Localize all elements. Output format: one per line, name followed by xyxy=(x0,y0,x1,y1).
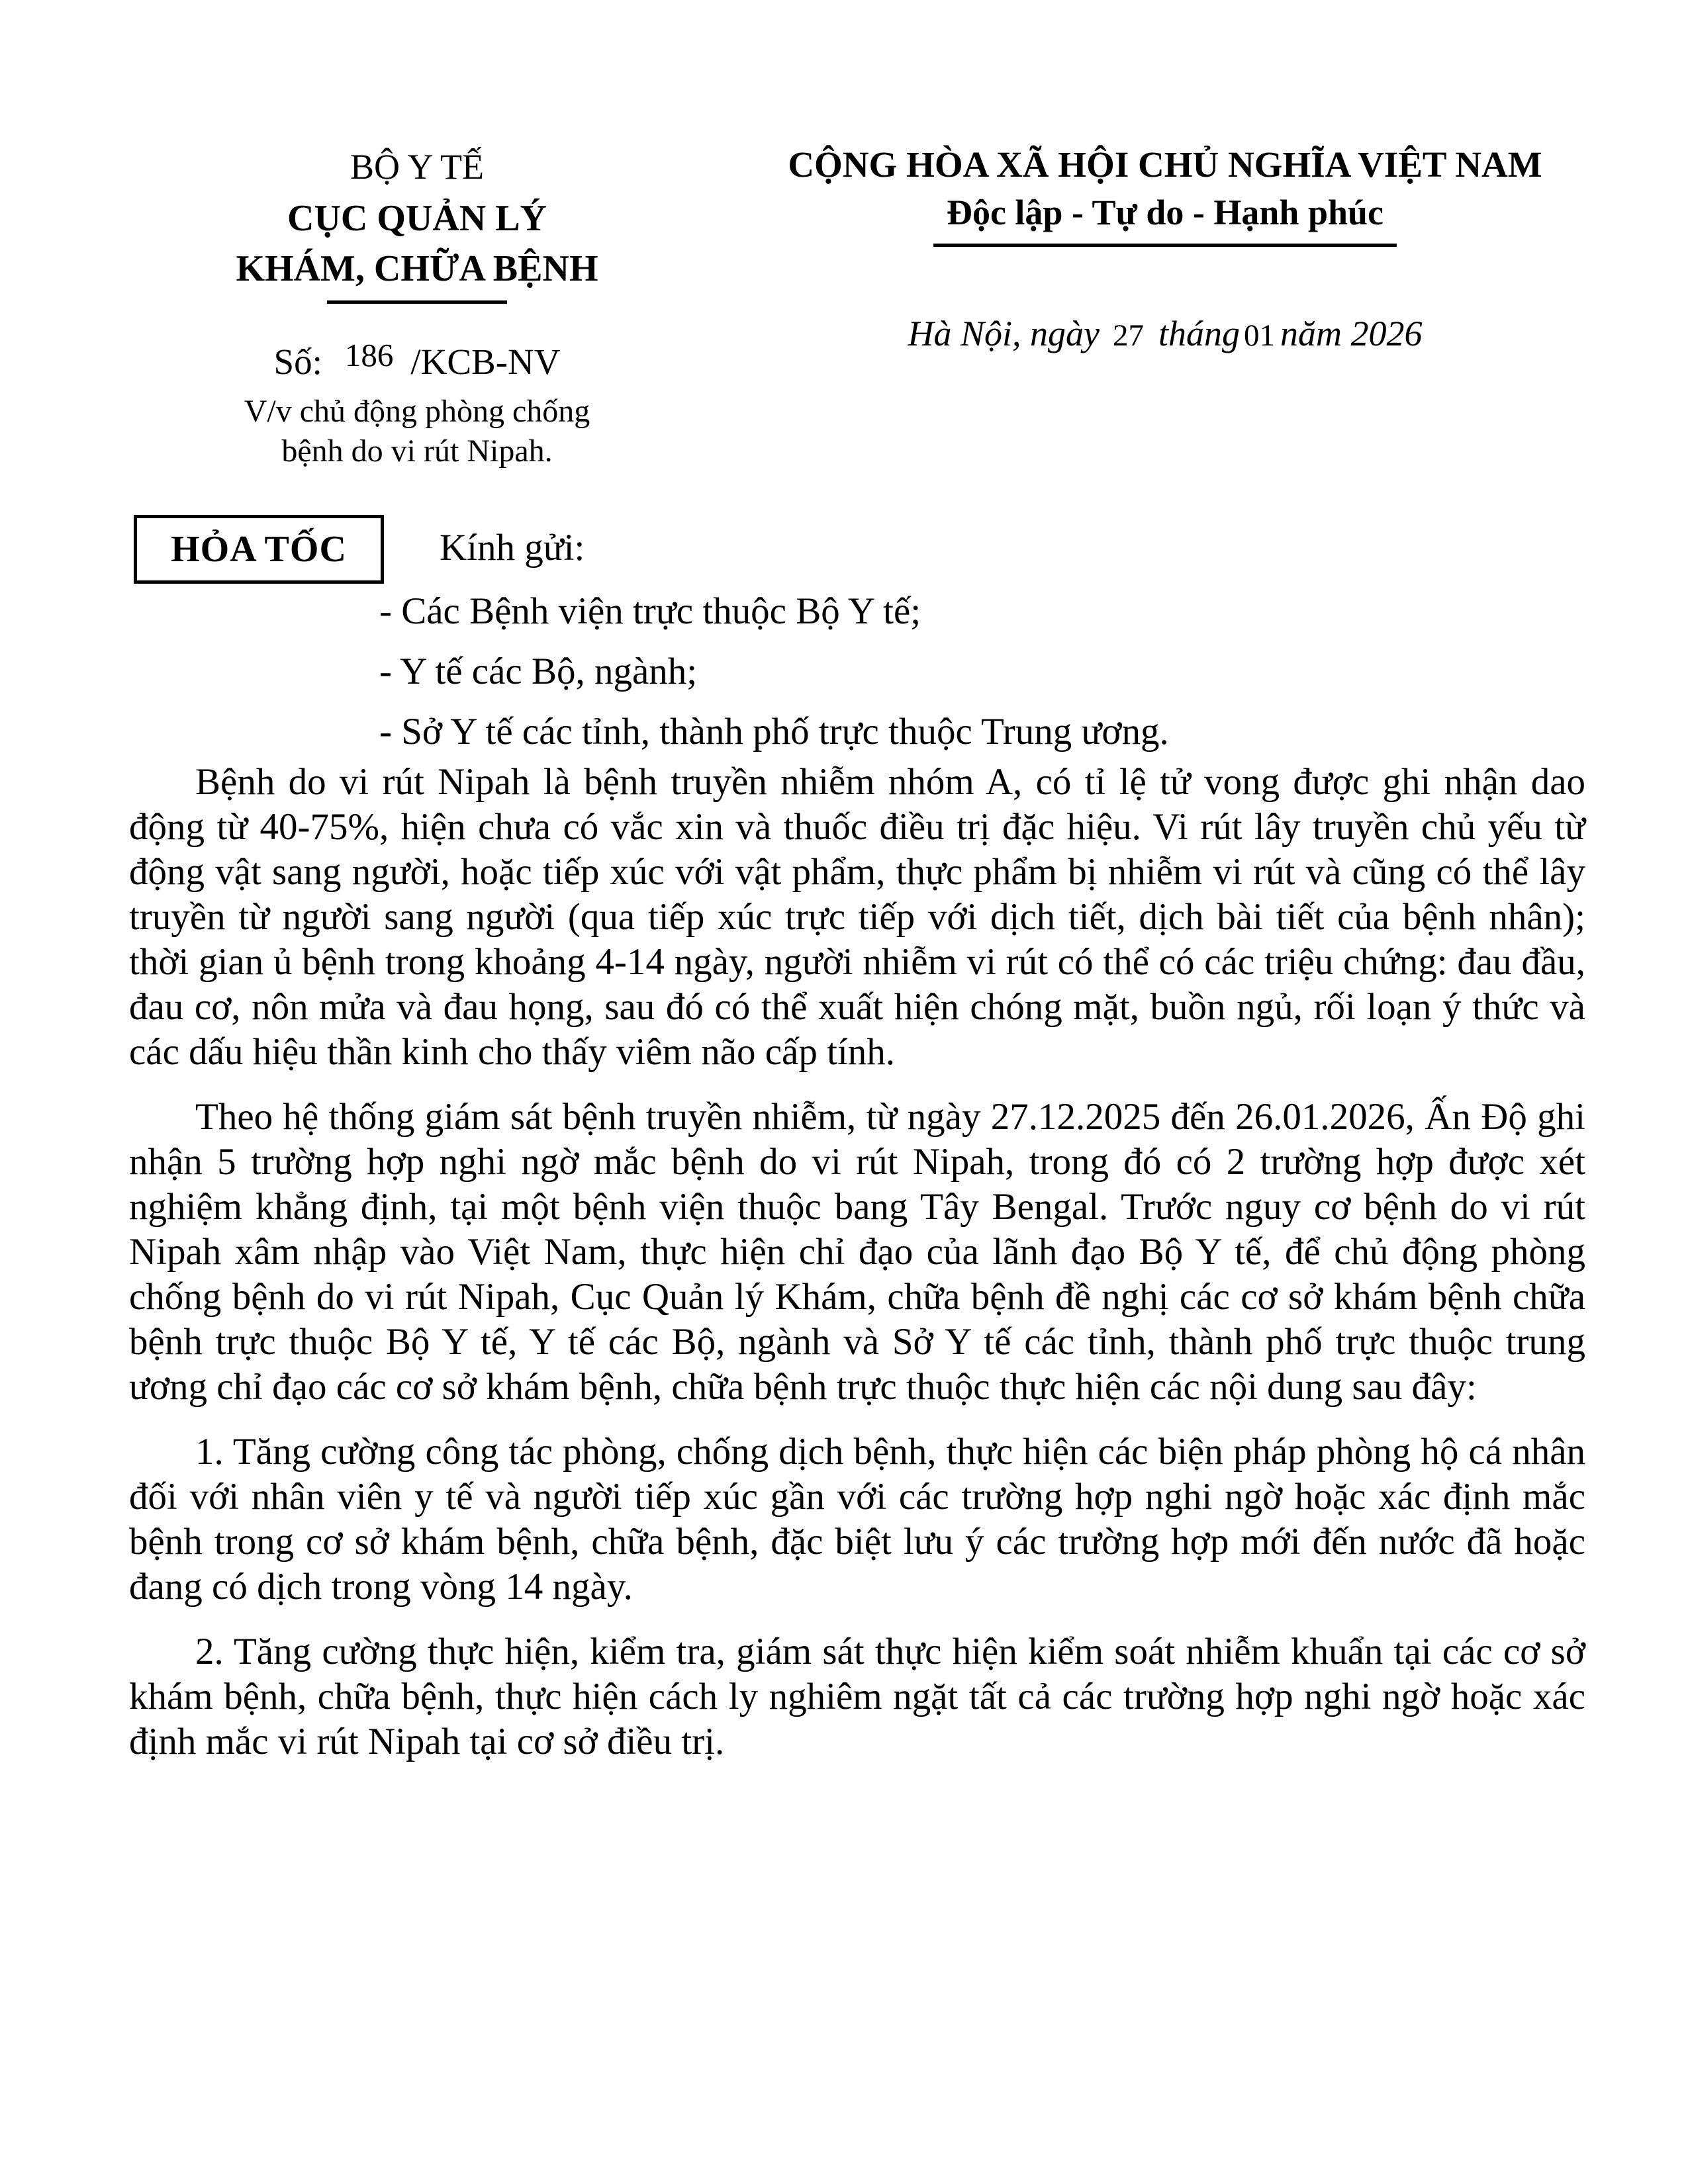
document-body xyxy=(129,760,1585,1784)
agency-name-line2: KHÁM, CHỮA BỆNH xyxy=(236,248,598,289)
national-header-line1: CỘNG HÒA XÃ HỘI CHỦ NGHĨA VIỆT NAM xyxy=(788,144,1542,185)
recipient-list xyxy=(379,581,1169,762)
recipient-item: - Y tế các Bộ, ngành; xyxy=(379,651,698,692)
agency-name-line1: CỤC QUẢN LÝ xyxy=(287,198,547,239)
date-place-label: Hà Nội, ngày xyxy=(908,314,1100,353)
salutation-label: Kính gửi: xyxy=(440,527,585,569)
national-header-underline xyxy=(933,244,1397,247)
parent-ministry-name: BỘ Y TẾ xyxy=(350,147,484,187)
body-paragraph-item-2: 2. Tăng cường thực hiện, kiểm tra, giám sát thực hiện kiểm soát nhiễm khuẩn tại các cơ sở khám bệnh, chữa bệnh, thực hiện cách ly nghiêm ngặt tất cả các trường hợp nghi ngờ hoặc xác định mắc vi rút Nipah tại cơ sở điều trị. xyxy=(129,1631,1585,1762)
document-number-value: 186 xyxy=(344,337,394,373)
subject-line2: bệnh do vi rút Nipah. xyxy=(281,433,553,469)
national-header-block xyxy=(708,140,1622,471)
recipient-item: - Sở Y tế các tỉnh, thành phố trực thuộc Trung ương. xyxy=(379,711,1169,752)
body-paragraph-situation: Theo hệ thống giám sát bệnh truyền nhiễm, từ ngày 27.12.2025 đến 26.01.2026, Ấn Độ ghi nhận 5 trường hợp nghi ngờ mắc bệnh do vi rút Nipah, trong đó có 2 trường hợp được xét nghiệm khẳng định, tại một bệnh viện thuộc bang Tây Bengal. Trước nguy cơ bệnh do vi rút Nipah xâm nhập vào Việt Nam, thực hiện chỉ đạo của lãnh đạo Bộ Y tế, để chủ động phòng chống bệnh do vi rút Nipah, Cục Quản lý Khám, chữa bệnh đề nghị các cơ sở khám bệnh chữa bệnh trực thuộc Bộ Y tế, Y tế các Bộ, ngành và Sở Y tế các tỉnh, thành phố trực thuộc trung ương chỉ đạo các cơ sở khám bệnh, chữa bệnh trực thuộc thực hiện các nội dung sau đây: xyxy=(129,1096,1585,1408)
date-day-value: 27 xyxy=(1112,318,1144,353)
document-number xyxy=(126,337,708,383)
body-paragraph-item-1: 1. Tăng cường công tác phòng, chống dịch bệnh, thực hiện các biện pháp phòng hộ cá nhân đối với nhân viên y tế và người tiếp xúc gần với các trường hợp nghi ngờ hoặc xác định mắc bệnh trong cơ sở khám bệnh, chữa bệnh, đặc biệt lưu ý các trường hợp mới đến nước đã hoặc đang có dịch trong vòng 14 ngày. xyxy=(129,1431,1585,1608)
date-month-value: 01 xyxy=(1244,318,1275,353)
document-subject xyxy=(126,392,708,471)
issuer-block xyxy=(126,140,708,471)
date-month-label: tháng xyxy=(1158,314,1240,353)
document-number-label: Số: xyxy=(273,341,322,382)
document-header xyxy=(0,140,1688,471)
issuer-underline xyxy=(327,300,507,304)
date-line xyxy=(708,313,1622,354)
urgency-stamp: HỎA TỐC xyxy=(134,515,384,584)
document-number-suffix: /KCB-NV xyxy=(410,341,561,382)
recipient-item: - Các Bệnh viện trực thuộc Bộ Y tế; xyxy=(379,590,921,632)
date-year-label: năm 2026 xyxy=(1280,314,1423,353)
subject-line1: V/v chủ động phòng chống xyxy=(244,394,590,429)
national-header-line2: Độc lập - Tự do - Hạnh phúc xyxy=(946,193,1384,232)
body-paragraph-intro: Bệnh do vi rút Nipah là bệnh truyền nhiễm nhóm A, có tỉ lệ tử vong được ghi nhận dao động từ 40-75%, hiện chưa có vắc xin và thuốc điều trị đặc hiệu. Vi rút lây truyền chủ yếu từ động vật sang người, hoặc tiếp xúc với vật phẩm, thực phẩm bị nhiễm vi rút và cũng có thể lây truyền từ người sang người (qua tiếp xúc trực tiếp với dịch tiết, dịch bài tiết của bệnh nhân); thời gian ủ bệnh trong khoảng 4-14 ngày, người nhiễm vi rút có thể có các triệu chứng: đau đầu, đau cơ, nôn mửa và đau họng, sau đó có thể xuất hiện chóng mặt, buồn ngủ, rối loạn ý thức và các dấu hiệu thần kinh cho thấy viêm não cấp tính. xyxy=(129,761,1585,1073)
